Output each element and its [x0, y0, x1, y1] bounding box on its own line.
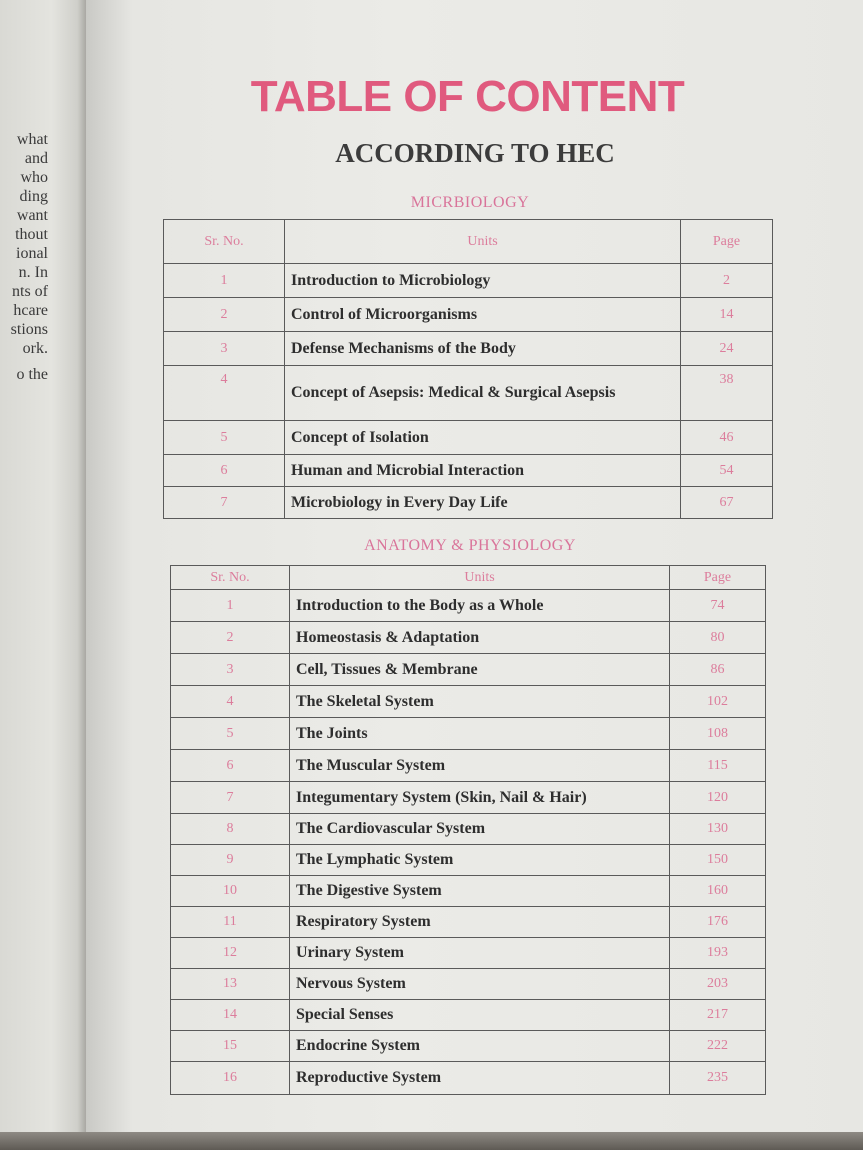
row-sr: 14 — [171, 1000, 290, 1031]
table-row — [164, 455, 773, 487]
row-page: 38 — [681, 366, 773, 421]
table-row — [164, 264, 773, 298]
column-header-units: Units — [290, 566, 670, 590]
row-unit: Endocrine System — [290, 1031, 670, 1062]
row-page: 150 — [670, 845, 766, 876]
row-page: 86 — [670, 654, 766, 686]
row-unit: Human and Microbial Interaction — [285, 455, 681, 487]
row-page: 74 — [670, 590, 766, 622]
row-unit: Introduction to the Body as a Whole — [290, 590, 670, 622]
row-page: 46 — [681, 421, 773, 455]
table-row — [164, 421, 773, 455]
row-sr: 12 — [171, 938, 290, 969]
section-title-microbiology: MICRBIOLOGY — [410, 194, 530, 211]
row-page: 2 — [681, 264, 773, 298]
row-unit: Microbiology in Every Day Life — [285, 487, 681, 519]
left-page-line: and — [24, 150, 48, 167]
left-page-line: ding — [19, 188, 48, 205]
table-row — [171, 654, 766, 686]
row-sr: 4 — [164, 366, 285, 421]
table-row — [171, 969, 766, 1000]
row-unit: Introduction to Microbiology — [285, 264, 681, 298]
row-page: 217 — [670, 1000, 766, 1031]
row-page: 222 — [670, 1031, 766, 1062]
table-row — [164, 332, 773, 366]
left-page-line: ork. — [22, 340, 48, 357]
row-page: 108 — [670, 718, 766, 750]
table-row — [171, 845, 766, 876]
toc-table-microbiology — [163, 219, 773, 519]
table-row — [164, 487, 773, 519]
row-sr: 8 — [171, 814, 290, 845]
row-sr: 1 — [164, 264, 285, 298]
row-unit: Urinary System — [290, 938, 670, 969]
section-title-anatomy-physiology: ANATOMY & PHYSIOLOGY — [364, 537, 576, 554]
table-row — [171, 938, 766, 969]
left-page-line: nts of — [12, 283, 48, 300]
row-sr: 13 — [171, 969, 290, 1000]
page-bottom-edge — [0, 1132, 863, 1150]
row-sr: 2 — [171, 622, 290, 654]
row-page: 24 — [681, 332, 773, 366]
page-title: TABLE OF CONTENT — [250, 72, 685, 121]
row-unit: Concept of Asepsis: Medical & Surgical Asepsis — [285, 366, 681, 421]
row-page: 67 — [681, 487, 773, 519]
row-page: 102 — [670, 686, 766, 718]
row-unit: The Skeletal System — [290, 686, 670, 718]
column-header-units: Units — [285, 220, 681, 264]
row-page: 203 — [670, 969, 766, 1000]
table-row — [171, 1000, 766, 1031]
left-page-text — [0, 130, 48, 384]
table-row — [164, 366, 773, 421]
row-sr: 11 — [171, 907, 290, 938]
row-unit: Special Senses — [290, 1000, 670, 1031]
row-unit: Integumentary System (Skin, Nail & Hair) — [290, 782, 670, 814]
row-sr: 4 — [171, 686, 290, 718]
row-sr: 3 — [164, 332, 285, 366]
row-page: 193 — [670, 938, 766, 969]
row-sr: 15 — [171, 1031, 290, 1062]
row-sr: 6 — [164, 455, 285, 487]
column-header-sr: Sr. No. — [171, 566, 290, 590]
row-unit: Nervous System — [290, 969, 670, 1000]
row-sr: 7 — [171, 782, 290, 814]
column-header-sr: Sr. No. — [164, 220, 285, 264]
row-unit: The Cardiovascular System — [290, 814, 670, 845]
row-page: 235 — [670, 1062, 766, 1095]
row-unit: Defense Mechanisms of the Body — [285, 332, 681, 366]
row-sr: 16 — [171, 1062, 290, 1095]
row-sr: 2 — [164, 298, 285, 332]
row-sr: 3 — [171, 654, 290, 686]
table-row — [171, 814, 766, 845]
table-row — [171, 718, 766, 750]
table-row — [171, 590, 766, 622]
left-page-line: n. In — [18, 264, 48, 281]
left-page-line: hcare — [13, 302, 48, 319]
row-page: 14 — [681, 298, 773, 332]
table-header-row — [164, 220, 773, 264]
row-unit: The Digestive System — [290, 876, 670, 907]
left-page-line: ional — [16, 245, 48, 262]
left-page-line: who — [20, 169, 48, 186]
row-unit: Cell, Tissues & Membrane — [290, 654, 670, 686]
left-page — [0, 0, 86, 1150]
row-page: 176 — [670, 907, 766, 938]
row-sr: 9 — [171, 845, 290, 876]
table-row — [171, 1031, 766, 1062]
row-page: 54 — [681, 455, 773, 487]
row-unit: Reproductive System — [290, 1062, 670, 1095]
row-unit: The Muscular System — [290, 750, 670, 782]
row-page: 130 — [670, 814, 766, 845]
row-unit: Respiratory System — [290, 907, 670, 938]
table-header-row — [171, 566, 766, 590]
row-unit: Control of Microorganisms — [285, 298, 681, 332]
row-sr: 6 — [171, 750, 290, 782]
left-page-line: o the — [16, 366, 48, 383]
row-unit: The Lymphatic System — [290, 845, 670, 876]
column-header-page: Page — [681, 220, 773, 264]
table-row — [171, 907, 766, 938]
left-page-line: thout — [15, 226, 48, 243]
row-sr: 1 — [171, 590, 290, 622]
row-unit: Concept of Isolation — [285, 421, 681, 455]
left-page-line: stions — [10, 321, 48, 338]
table-row — [171, 876, 766, 907]
row-sr: 5 — [164, 421, 285, 455]
page-subtitle: ACCORDING TO HEC — [335, 138, 615, 168]
row-page: 115 — [670, 750, 766, 782]
table-row — [171, 750, 766, 782]
row-unit: Homeostasis & Adaptation — [290, 622, 670, 654]
row-page: 80 — [670, 622, 766, 654]
table-row — [171, 686, 766, 718]
row-page: 120 — [670, 782, 766, 814]
row-unit: The Joints — [290, 718, 670, 750]
table-row — [164, 298, 773, 332]
row-sr: 5 — [171, 718, 290, 750]
table-row — [171, 782, 766, 814]
row-page: 160 — [670, 876, 766, 907]
table-row — [171, 622, 766, 654]
row-sr: 10 — [171, 876, 290, 907]
left-page-line: what — [16, 131, 48, 148]
table-row — [171, 1062, 766, 1095]
left-page-line: want — [16, 207, 48, 224]
row-sr: 7 — [164, 487, 285, 519]
toc-table-anatomy-physiology — [170, 565, 766, 1095]
column-header-page: Page — [670, 566, 766, 590]
